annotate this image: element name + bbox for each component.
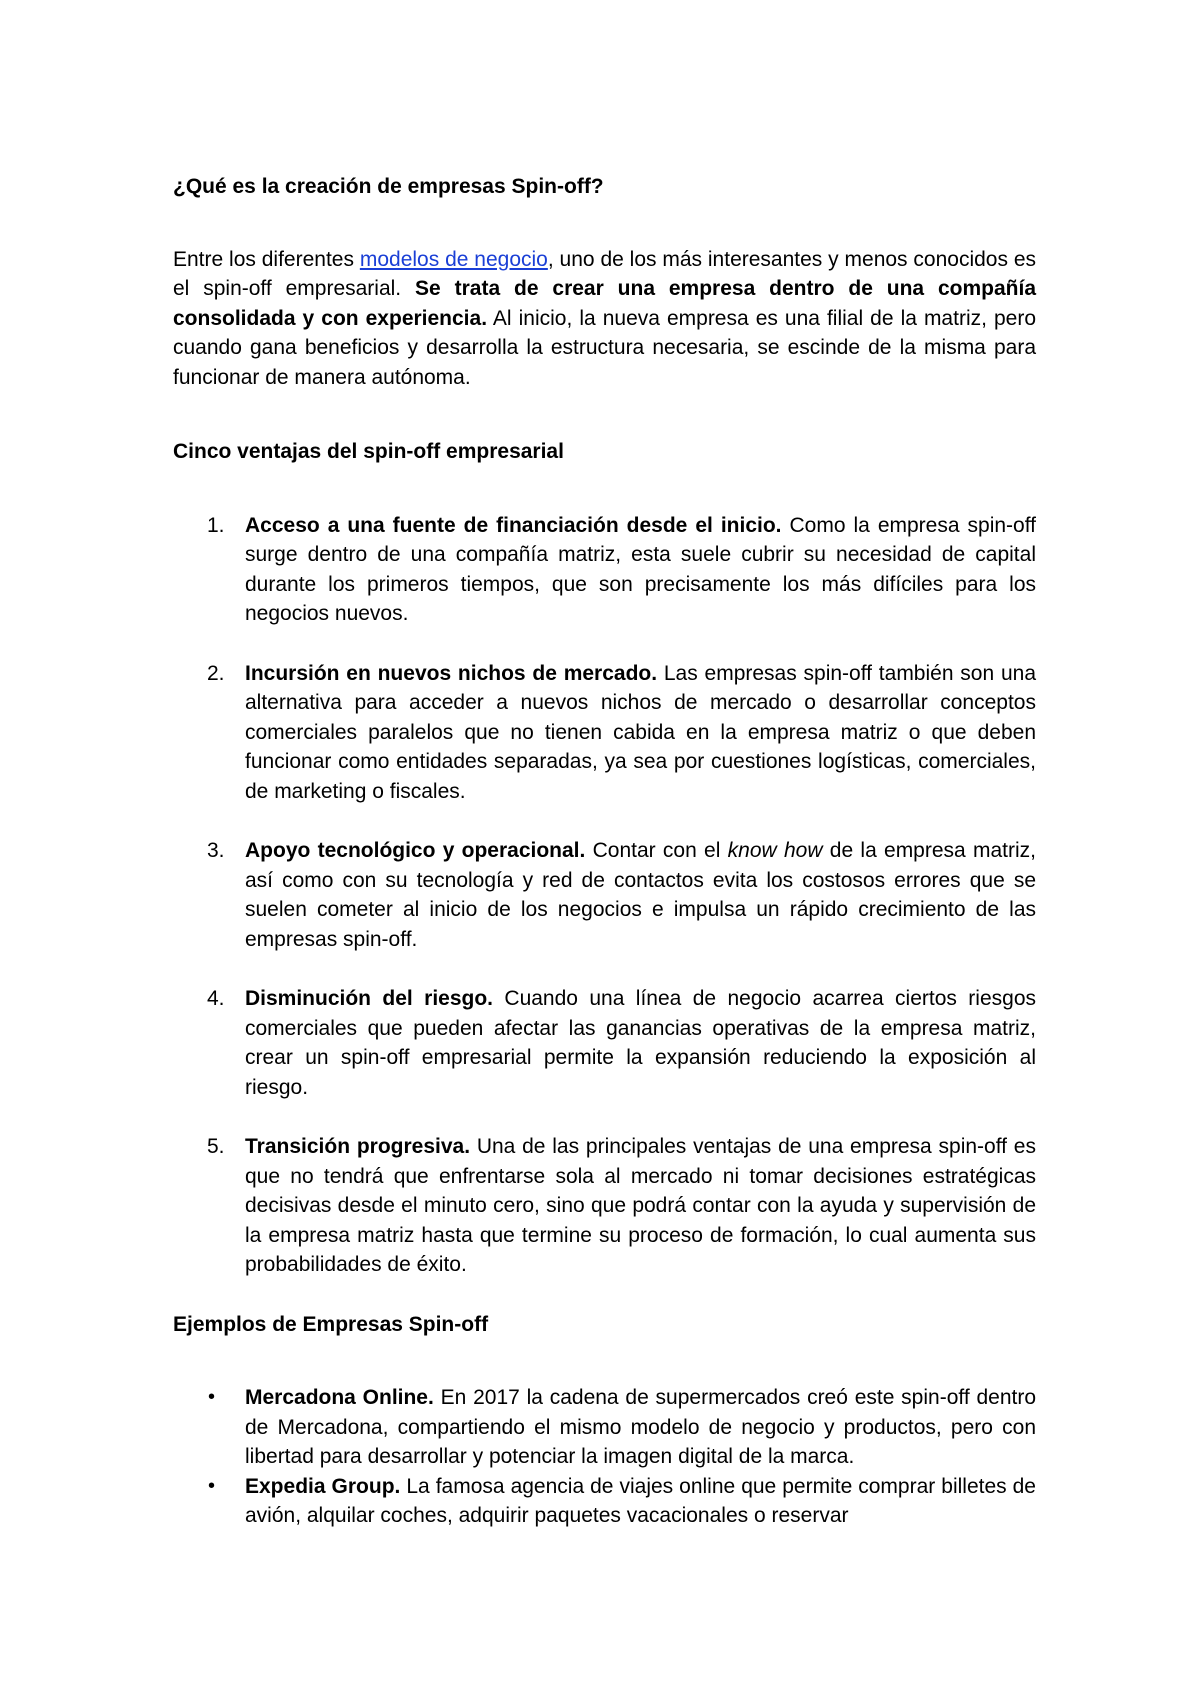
item-text: de la empresa matriz, así como con su tecnología y red de contactos evita los costosos errores que se suelen cometer al inicio de los negocios e impulsa un rápido crecimiento de las empresas spin-off. <box>245 839 1036 951</box>
list-number: 5. <box>207 1135 225 1158</box>
document-page <box>173 172 1036 1531</box>
list-item <box>173 1472 1036 1531</box>
item-text: Una de las principales ventajas de una empresa spin-off es que no tendrá que enfrentarse sola al mercado ni tomar decisiones estratégicas decisivas desde el minuto cero, sino que podrá contar con la ayuda y supervisión de la empresa matriz hasta que termine su proceso de formación, lo cual aumenta sus probabilidades de éxito. <box>245 1135 1036 1276</box>
item-bold-title: Transición progresiva. <box>245 1135 471 1158</box>
list-item <box>173 1132 1036 1280</box>
item-text: Como la empresa spin-off surge dentro de una compañía matriz, esta suele cubrir su necesidad de capital durante los primeros tiempos, que son precisamente los más difíciles para los negocios nuevos. <box>245 513 1037 625</box>
item-italic-text: know how <box>727 839 823 862</box>
list-item <box>173 1383 1036 1472</box>
item-bold-title: Expedia Group. <box>245 1474 401 1498</box>
intro-text-1: Entre los diferentes <box>173 247 360 271</box>
item-text: Contar con el <box>585 839 728 862</box>
document-title: ¿Qué es la creación de empresas Spin-off? <box>173 175 604 198</box>
advantages-list <box>173 511 1036 1280</box>
intro-text-3: Al inicio, la nueva empresa es una filial de la matriz, pero cuando gana beneficios y desarrolla la estructura necesaria, se escinde de la misma para funcionar de manera autónoma. <box>173 306 1037 389</box>
business-models-link[interactable]: modelos de negocio <box>359 247 548 271</box>
spacer <box>173 392 1036 437</box>
item-bold-title: Acceso a una fuente de financiación desde el inicio. <box>245 513 782 537</box>
spacer <box>173 202 1036 245</box>
list-number: 2. <box>207 661 225 685</box>
item-text: La famosa agencia de viajes online que permite comprar billetes de avión, alquilar coches, adquirir paquetes vacacionales o reservar <box>245 1474 1036 1527</box>
item-text: En 2017 la cadena de supermercados creó este spin-off dentro de Mercadona, compartiendo el mismo modelo de negocio y productos, pero con libertad para desarrollar y potenciar la imagen digital de la marca. <box>245 1386 1037 1468</box>
intro-text-2: , uno de los más interesantes y menos conocidos es el spin-off empresarial. <box>173 247 1037 300</box>
item-bold-title: Disminución del riesgo. <box>245 987 494 1010</box>
spacer <box>173 1280 1036 1310</box>
item-text: Las empresas spin-off también son una alternativa para acceder a nuevos nichos de mercado o desarrollar conceptos comerciales paralelos que no tienen cabida en la empresa matriz o que deben funcionar como entidades separadas, ya sea por cuestiones logísticas, comerciales, de marketing o fiscales. <box>245 661 1036 803</box>
item-bold-title: Mercadona Online. <box>245 1386 434 1409</box>
spacer <box>173 467 1036 511</box>
item-bold-title: Incursión en nuevos nichos de mercado. <box>245 661 658 685</box>
advantages-heading: Cinco ventajas del spin-off empresarial <box>173 440 564 463</box>
item-text: Cuando una línea de negocio acarrea ciertos riesgos comerciales que pueden afectar las ganancias operativas de la empresa matriz, crear un spin-off empresarial permite la expansión reduciendo la exposición al riesgo. <box>245 987 1036 1099</box>
intro-bold-text: Se trata de crear una empresa dentro de una compañía consolidada y con experiencia. <box>173 277 1036 330</box>
spacer <box>173 1339 1036 1383</box>
list-number: 1. <box>207 513 225 537</box>
examples-heading: Ejemplos de Empresas Spin-off <box>173 1312 489 1336</box>
list-number: 4. <box>207 987 225 1010</box>
bullet-icon: • <box>208 1474 216 1497</box>
list-number: 3. <box>207 839 225 862</box>
examples-list <box>173 1383 1036 1531</box>
list-item <box>173 511 1036 629</box>
list-item <box>173 659 1036 807</box>
intro-paragraph <box>173 245 1036 393</box>
bullet-icon: • <box>208 1386 216 1408</box>
list-item <box>173 984 1036 1102</box>
list-item <box>173 836 1036 954</box>
item-bold-title: Apoyo tecnológico y operacional. <box>245 839 586 862</box>
